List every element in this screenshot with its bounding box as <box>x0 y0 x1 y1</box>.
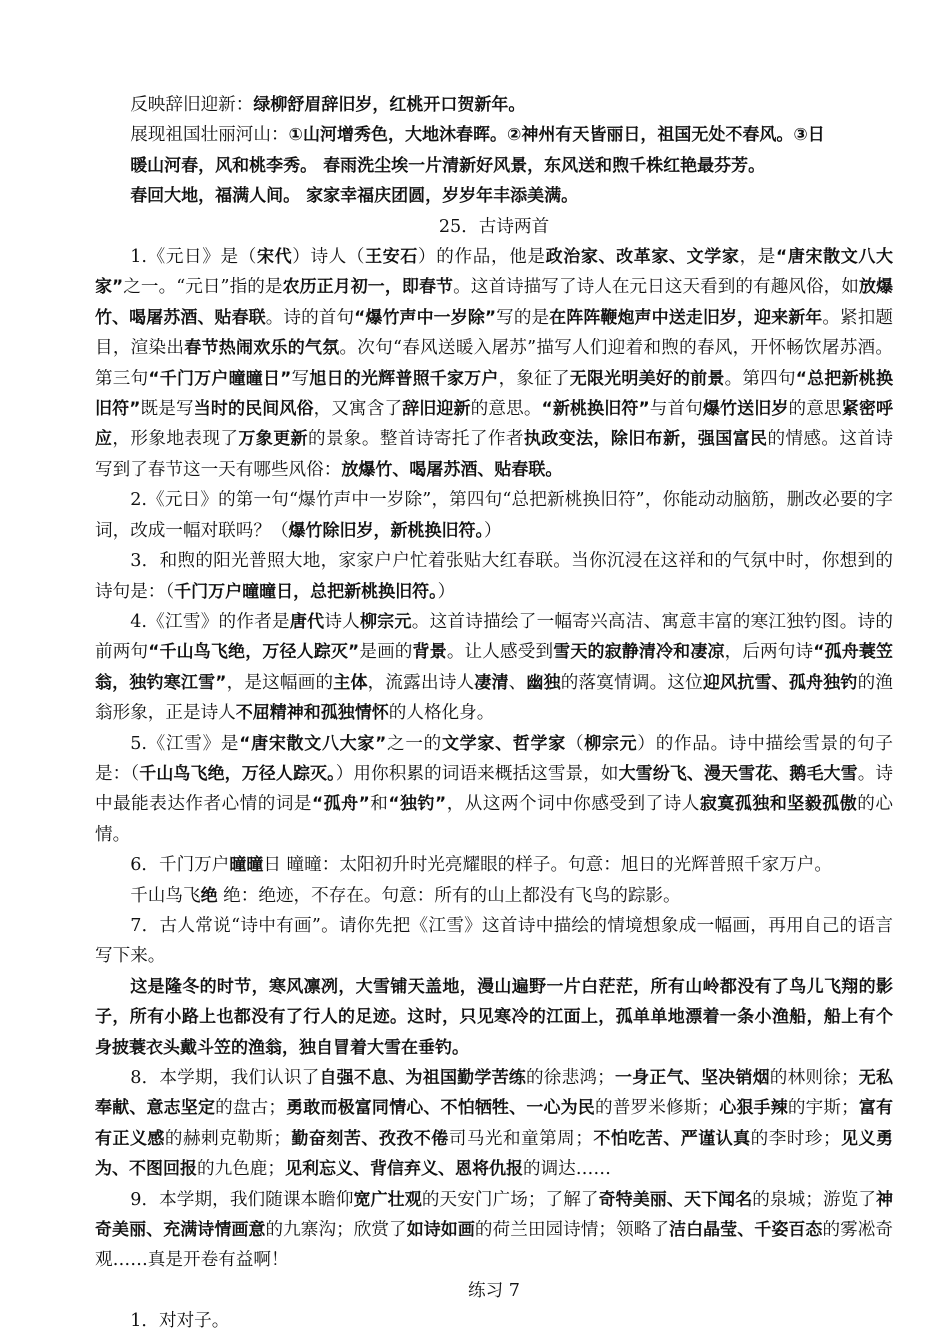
answer-text: 政治家、改革家、文学家 <box>545 247 740 268</box>
text-run: 的李时珍； <box>750 1128 841 1149</box>
answer-text: 迎风抗雪、孤舟独钓 <box>702 672 858 693</box>
text-run: 的九寨沟；欣赏了 <box>265 1220 407 1241</box>
text-run: 和 <box>369 794 389 815</box>
answer-text: 富有有正义感 <box>95 1098 894 1149</box>
paragraph <box>95 607 893 729</box>
answer-text: 大雪纷飞、漫天雪花、鹅毛大雪 <box>618 763 858 784</box>
answer-text: 奇特美丽、天下闻名 <box>598 1189 753 1210</box>
answer-text: 见义勇为、不图回报 <box>95 1128 893 1180</box>
text-run: 。诗的首句 <box>265 307 355 328</box>
answer-text: 宽广壮观 <box>353 1189 422 1210</box>
paragraph <box>95 181 893 211</box>
section-heading <box>95 1276 893 1306</box>
answer-text: 自强不息、为祖国勤学苦练 <box>319 1068 526 1088</box>
answer-text: “千山鸟飞绝，万径人踪灭” <box>148 642 360 663</box>
text-run: 的赫剌克勒斯； <box>164 1128 291 1149</box>
answer-text: “千门万户曈曈日” <box>148 368 292 389</box>
answer-text: 柳宗元 <box>360 611 412 632</box>
text-run: 。这首诗描绘了一幅寄兴高洁、寓意丰富的寒江独钓图。诗的前两句 <box>95 611 893 663</box>
text-run: ） <box>484 520 502 541</box>
text-run: 。次句“春风送暖入屠苏”描写人们迎着和煦的春风，开怀畅饮屠苏酒。第三句 <box>95 338 893 389</box>
answer-text: 春节热闹欢乐的气氛 <box>184 338 340 359</box>
text-run: 。紧扣题目，渲染出 <box>95 307 893 359</box>
answer-text: “新桃换旧符” <box>541 399 650 420</box>
answer-text: 紧密呼应 <box>95 399 893 450</box>
text-run: 千山鸟飞 <box>130 885 201 906</box>
answer-text: 柳宗元 <box>584 733 638 754</box>
text-run: ）用你积累的词语来概括这雪景，如 <box>335 763 619 784</box>
answer-text: 凄清 <box>474 672 509 693</box>
text-run: 1．对对子。 <box>130 1311 230 1332</box>
paragraph <box>95 881 893 911</box>
answer-text: 神奇美丽、充满诗情画意 <box>95 1189 893 1241</box>
answer-text: 执政变法，除旧布新，强国富民 <box>523 429 768 450</box>
text-run: 1.《元日》是（ <box>130 247 257 268</box>
answer-text: 无私奉献、意志坚定 <box>95 1068 893 1119</box>
answer-text: 如诗如画 <box>406 1220 475 1241</box>
answer-text: 一身正气、坚决销烟 <box>614 1068 770 1088</box>
answer-text: 绝 <box>200 885 218 906</box>
text-run: 日 曈曈：太阳初升时光亮耀眼的样子。句意：旭日的光辉普照千家万户。 <box>263 855 832 876</box>
answer-text: 农历正月初一，即春节 <box>282 277 454 298</box>
text-run: 的普罗米修斯； <box>594 1098 720 1119</box>
answer-text: “唐宋散文八大家” <box>239 733 387 754</box>
text-run: ，从这两个词中你感受到了诗人 <box>446 794 700 815</box>
text-run: 的人格化身。 <box>388 703 495 724</box>
text-run: 的泉城；游览了 <box>752 1189 876 1210</box>
answer-text: 爆竹除旧岁，新桃换旧符。 <box>288 520 485 541</box>
text-run: ，形象地表现了 <box>112 429 239 450</box>
paragraph <box>95 90 893 120</box>
answer-text: 寂寞孤独和坚毅孤傲 <box>699 794 858 815</box>
answer-text: 这是隆冬的时节，寒风凛冽，大雪铺天盖地，漫山遍野一片白茫茫，所有山岭都没有了鸟儿飞翔的影子，所有小路上也都没有了行人的足迹。这时，只见寒冷的江面上，孤单单地漂着一条小渔船，船上有个身披蓑衣头戴斗笠的渔翁，独自冒着大雪在垂钓。 <box>95 976 893 1058</box>
answer-text: 勤奋刻苦、孜孜不倦 <box>290 1128 449 1149</box>
text-run: 2.《元日》的第一句“爆竹声中一岁除”，第四句“总把新桃换旧符”，你能动动脑筋，删改必要的字词，改成一幅对联吗？（ <box>95 490 893 541</box>
text-run: 之一的 <box>386 733 442 754</box>
text-run: 。让人感受到 <box>446 642 554 663</box>
paragraph <box>95 972 893 1063</box>
text-run: ，后两句诗 <box>724 642 814 663</box>
text-run: ）的作品。诗中描绘雪景的句子是：（ <box>95 733 893 784</box>
answer-text: 不怕吃苦、严谨认真 <box>592 1128 751 1149</box>
text-run: 的心情。 <box>95 794 893 845</box>
text-run: 的荷兰田园诗情；领略了 <box>474 1220 670 1241</box>
text-run: ，是 <box>739 247 777 268</box>
text-run: 的调达…… <box>522 1159 611 1180</box>
answer-text: 主体 <box>333 672 368 693</box>
text-run: （ <box>565 733 585 754</box>
answer-text: 无限光明美好的前景 <box>569 368 725 389</box>
text-run: ，象征了 <box>498 368 570 389</box>
text-run: 绝：绝迹，不存在。句意：所有的山上都没有飞鸟的踪影。 <box>217 885 681 906</box>
text-run: 的天安门广场；了解了 <box>421 1189 599 1210</box>
answer-text: 洁白晶莹、千姿百态 <box>669 1220 823 1241</box>
answer-text: 宋代 <box>256 247 293 268</box>
text-run: 的徐悲鸿； <box>525 1068 615 1088</box>
paragraph <box>95 729 893 851</box>
answer-text: 春回大地，福满人间。 家家幸福庆团圆，岁岁年丰添美满。 <box>130 186 579 207</box>
section-heading <box>95 212 893 242</box>
answer-text: 绿柳舒眉辞旧岁，红桃开口贺新年。 <box>253 95 526 115</box>
document-page <box>95 90 893 1337</box>
text-run: 的渔翁形象，正是诗人 <box>95 672 893 724</box>
paragraph <box>95 546 893 607</box>
answer-text: 放爆竹、喝屠苏酒、贴春联 <box>95 277 893 328</box>
text-run: ）诗人（ <box>292 247 366 268</box>
answer-text: “总把新桃换旧符” <box>95 368 893 420</box>
answer-text: “孤舟” <box>312 794 370 815</box>
text-run: 5.《江雪》是 <box>130 733 240 754</box>
text-run: ）的作品，他是 <box>418 247 546 268</box>
paragraph <box>95 911 893 972</box>
text-run: ） <box>437 581 456 602</box>
answer-text: 雪天的寂静清冷和凄凉 <box>553 642 725 663</box>
text-run: ，流露出诗人 <box>367 672 475 693</box>
paragraph <box>95 120 893 150</box>
answer-text: 千门万户曈曈日，总把新桃换旧符。 <box>174 581 438 602</box>
text-run: 25．古诗两首 <box>438 216 550 237</box>
answer-text: 唐代 <box>289 611 325 632</box>
text-run: 。第四句 <box>724 368 796 389</box>
answer-text: 文学家、哲学家 <box>441 733 566 754</box>
answer-text: 暖山河春，风和桃李秀。 春雨洗尘埃一片清新好风景，东风送和煦千株红艳最芬芳。 <box>130 155 766 176</box>
text-run: 的情感。这首诗写到了春节这一天有哪些风俗： <box>95 429 893 480</box>
answer-text: 勇敢而极富同情心、不怕牺牲、一心为民 <box>285 1098 595 1119</box>
answer-text: 千山鸟飞绝，万径人踪灭。 <box>139 763 336 784</box>
text-run: 的九色鹿； <box>197 1159 285 1180</box>
answer-text: ①山河增秀色，大地沐春晖。②神州有天皆丽日，祖国无处不春风。③日 <box>288 125 825 146</box>
answer-text: 辞旧迎新 <box>402 399 471 420</box>
answer-text: 不屈精神和孤独情怀 <box>235 703 389 724</box>
text-run: 与首句 <box>649 399 703 420</box>
paragraph <box>95 1063 893 1185</box>
answer-text: 曈曈 <box>229 855 264 876</box>
text-run: 诗人 <box>324 611 361 632</box>
text-run: 。这首诗描写了诗人在元日这天看到的有趣风俗，如 <box>453 277 859 298</box>
paragraph <box>95 1185 893 1276</box>
text-run: 司马光和童第周； <box>448 1128 593 1149</box>
text-run: 展现祖国壮丽河山： <box>130 125 289 146</box>
text-run: 、 <box>508 672 527 693</box>
text-run: 的林则徐； <box>769 1068 859 1088</box>
text-run: 7．古人常说“诗中有画”。请你先把《江雪》这首诗中描绘的情境想象成一幅画，再用自己的语言写下来。 <box>95 915 893 967</box>
text-run: 6．千门万户 <box>130 855 230 876</box>
text-run: 写 <box>291 368 310 389</box>
text-run: 的意思。 <box>470 399 542 420</box>
text-run: 既是写 <box>140 399 194 420</box>
answer-text: 背景 <box>412 642 447 663</box>
text-run: 练习 7 <box>468 1280 520 1301</box>
answer-text: 见利忘义、背信弃义、恩将仇报 <box>284 1159 523 1180</box>
text-run: 4.《江雪》的作者是 <box>130 611 290 632</box>
paragraph <box>95 151 893 181</box>
answer-text: 爆竹送旧岁 <box>702 399 789 420</box>
text-run: 的盘古； <box>215 1098 286 1119</box>
text-run: 3．和煦的阳光普照大地，家家户户忙着张贴大红春联。当你沉浸在这祥和的气氛中时，你想到的诗句是：（ <box>95 551 893 602</box>
answer-text: “孤舟蓑笠翁，独钓寒江雪” <box>95 642 893 693</box>
text-run: 写的是 <box>496 307 550 328</box>
paragraph <box>95 1306 893 1336</box>
answer-text: 万象更新 <box>238 429 308 450</box>
answer-text: 王安石 <box>365 247 419 268</box>
text-run: 8．本学期，我们认识了 <box>130 1068 320 1088</box>
answer-text: 放爆竹、喝屠苏酒、贴春联。 <box>341 459 563 480</box>
answer-text: 在阵阵鞭炮声中送走旧岁，迎来新年 <box>549 307 823 328</box>
text-run: 的宇斯； <box>787 1098 859 1119</box>
text-run: 的景象。整首诗寄托了作者 <box>307 429 524 450</box>
answer-text: “爆竹声中一岁除” <box>354 307 497 328</box>
text-run: 是画的 <box>359 642 413 663</box>
text-run: ，是这幅画的 <box>226 672 334 693</box>
paragraph <box>95 242 893 485</box>
text-run: 9．本学期，我们随课本瞻仰 <box>130 1189 354 1210</box>
answer-text: 当时的民间风俗 <box>193 399 314 420</box>
text-run: 之一。“元日”指的是 <box>123 277 283 298</box>
text-run: 的意思 <box>788 399 842 420</box>
answer-text: “独钓” <box>388 794 447 815</box>
text-run: 的雾凇奇观……真是开卷有益啊！ <box>95 1220 894 1271</box>
text-run: ，又寓含了 <box>313 399 403 420</box>
text-run: 。诗中最能表达作者心情的词是 <box>95 763 893 815</box>
answer-text: 幽独 <box>526 672 561 693</box>
text-run: 的落寞情调。这位 <box>560 672 703 693</box>
text-run: 反映辞旧迎新： <box>130 95 254 115</box>
paragraph <box>95 850 893 880</box>
answer-text: 旭日的光辉普照千家万户 <box>309 368 499 389</box>
answer-text: “唐宋散文八大家” <box>95 247 893 298</box>
paragraph <box>95 485 893 546</box>
answer-text: 心狠手辣 <box>719 1098 788 1119</box>
